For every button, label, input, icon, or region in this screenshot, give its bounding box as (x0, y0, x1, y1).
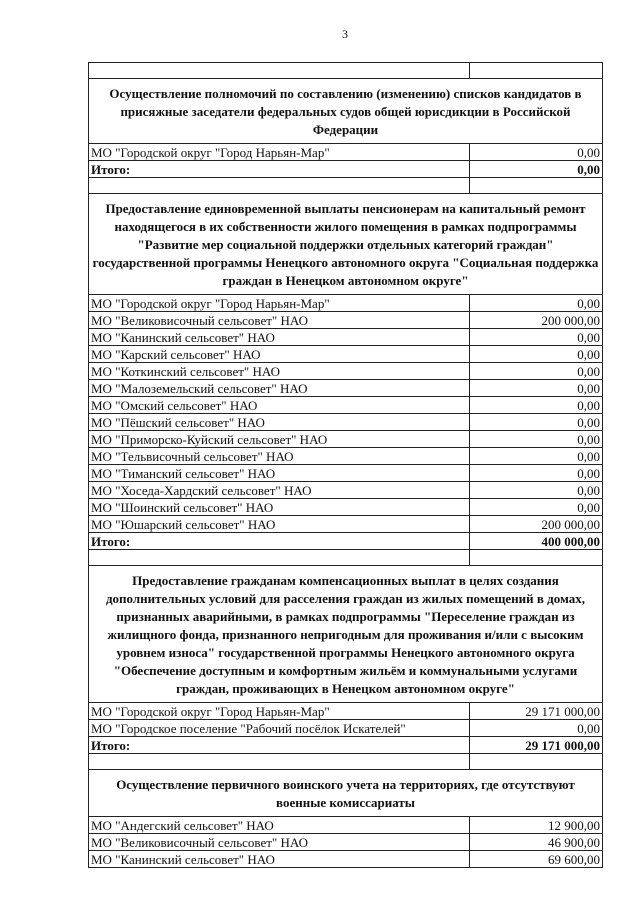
municipality-name: МО "Шоинский сельсовет" НАО (89, 499, 470, 516)
amount: 0,00 (470, 448, 603, 465)
amount: 200 000,00 (470, 312, 603, 329)
table-row (89, 397, 603, 414)
municipality-name: МО "Юшарский сельсовет" НАО (89, 516, 470, 533)
amount: 0,00 (470, 720, 603, 737)
table-row (89, 465, 603, 482)
municipality-name: МО "Городской округ "Город Нарьян-Мар" (89, 703, 470, 720)
amount: 0,00 (470, 431, 603, 448)
amount: 0,00 (470, 465, 603, 482)
municipality-name: МО "Малоземельский сельсовет" НАО (89, 380, 470, 397)
empty-cell (470, 63, 603, 79)
table-row (89, 380, 603, 397)
amount: 29 171 000,00 (470, 703, 603, 720)
table-row (89, 817, 603, 834)
table-row (89, 703, 603, 720)
table-row (89, 482, 603, 499)
amount: 0,00 (470, 144, 603, 161)
amount: 0,00 (470, 363, 603, 380)
total-row (89, 737, 603, 754)
municipality-name: МО "Коткинский сельсовет" НАО (89, 363, 470, 380)
municipality-name: МО "Канинский сельсовет" НАО (89, 851, 470, 868)
empty-cell (470, 178, 603, 194)
municipality-name: МО "Городской округ "Город Нарьян-Мар" (89, 295, 470, 312)
table-row (89, 431, 603, 448)
table-row (89, 312, 603, 329)
amount: 0,00 (470, 482, 603, 499)
total-label: Итого: (89, 533, 470, 550)
spacer-row (89, 754, 603, 770)
empty-cell (470, 754, 603, 770)
municipality-name: МО "Городской округ "Город Нарьян-Мар" (89, 144, 470, 161)
table-row (89, 851, 603, 868)
municipality-name: МО "Пёшский сельсовет" НАО (89, 414, 470, 431)
table-row (89, 346, 603, 363)
empty-cell (89, 754, 470, 770)
table-row (89, 448, 603, 465)
municipality-name: МО "Тиманский сельсовет" НАО (89, 465, 470, 482)
empty-cell (89, 63, 470, 79)
section-title: Осуществление первичного воинского учета на территориях, где отсутствуют военные комиссариаты (89, 770, 603, 817)
table-row (89, 834, 603, 851)
table-row (89, 329, 603, 346)
amount: 0,00 (470, 414, 603, 431)
total-label: Итого: (89, 161, 470, 178)
total-amount: 0,00 (470, 161, 603, 178)
amount: 0,00 (470, 295, 603, 312)
total-amount: 400 000,00 (470, 533, 603, 550)
empty-cell (470, 550, 603, 566)
spacer-row (89, 178, 603, 194)
municipality-name: МО "Андегский сельсовет" НАО (89, 817, 470, 834)
table-row (89, 720, 603, 737)
amount: 0,00 (470, 346, 603, 363)
total-row (89, 533, 603, 550)
municipality-name: МО "Карский сельсовет" НАО (89, 346, 470, 363)
municipality-name: МО "Омский сельсовет" НАО (89, 397, 470, 414)
amount: 0,00 (470, 397, 603, 414)
municipality-name: МО "Городское поселение "Рабочий посёлок Искателей" (89, 720, 470, 737)
municipality-name: МО "Великовисочный сельсовет" НАО (89, 834, 470, 851)
section-header-row (89, 79, 603, 144)
total-label: Итого: (89, 737, 470, 754)
amount: 46 900,00 (470, 834, 603, 851)
table-row (89, 414, 603, 431)
municipality-name: МО "Великовисочный сельсовет" НАО (89, 312, 470, 329)
spacer-row (89, 550, 603, 566)
section-title: Предоставление гражданам компенсационных выплат в целях создания дополнительных условий для расселения граждан из жилых помещений в домах, признанных аварийными, в рамках подпрограммы "Переселение граждан из жилищного фонда, признанного непригодным для проживания и/или с высоким уровнем износа" государственной программы Ненецкого автономного округа "Обеспечение доступным и комфортным жильём и коммунальными услугами граждан, проживающих в Ненецком автономном округе" (89, 566, 603, 703)
amount: 200 000,00 (470, 516, 603, 533)
amount: 12 900,00 (470, 817, 603, 834)
allocation-table (88, 62, 603, 868)
table-row (89, 295, 603, 312)
empty-cell (89, 550, 470, 566)
amount: 0,00 (470, 499, 603, 516)
total-row (89, 161, 603, 178)
spacer-row (89, 63, 603, 79)
total-amount: 29 171 000,00 (470, 737, 603, 754)
municipality-name: МО "Приморско-Куйский сельсовет" НАО (89, 431, 470, 448)
amount: 0,00 (470, 380, 603, 397)
page-number: 3 (342, 27, 348, 41)
municipality-name: МО "Хоседа-Хардский сельсовет" НАО (89, 482, 470, 499)
municipality-name: МО "Тельвисочный сельсовет" НАО (89, 448, 470, 465)
section-header-row (89, 566, 603, 703)
table-row (89, 363, 603, 380)
section-header-row (89, 770, 603, 817)
empty-cell (89, 178, 470, 194)
section-title: Осуществление полномочий по составлению (изменению) списков кандидатов в присяжные заседатели федеральных судов общей юрисдикции в Российской Федерации (89, 79, 603, 144)
table-row (89, 516, 603, 533)
section-title: Предоставление единовременной выплаты пенсионерам на капитальный ремонт находящегося в их собственности жилого помещения в рамках подпрограммы "Развитие мер социальной поддержки отдельных категорий граждан" государственной программы Ненецкого автономного округа "Социальная поддержка граждан в Ненецком автономном округе" (89, 194, 603, 295)
amount: 0,00 (470, 329, 603, 346)
table-row (89, 144, 603, 161)
table-row (89, 499, 603, 516)
section-header-row (89, 194, 603, 295)
municipality-name: МО "Канинский сельсовет" НАО (89, 329, 470, 346)
amount: 69 600,00 (470, 851, 603, 868)
